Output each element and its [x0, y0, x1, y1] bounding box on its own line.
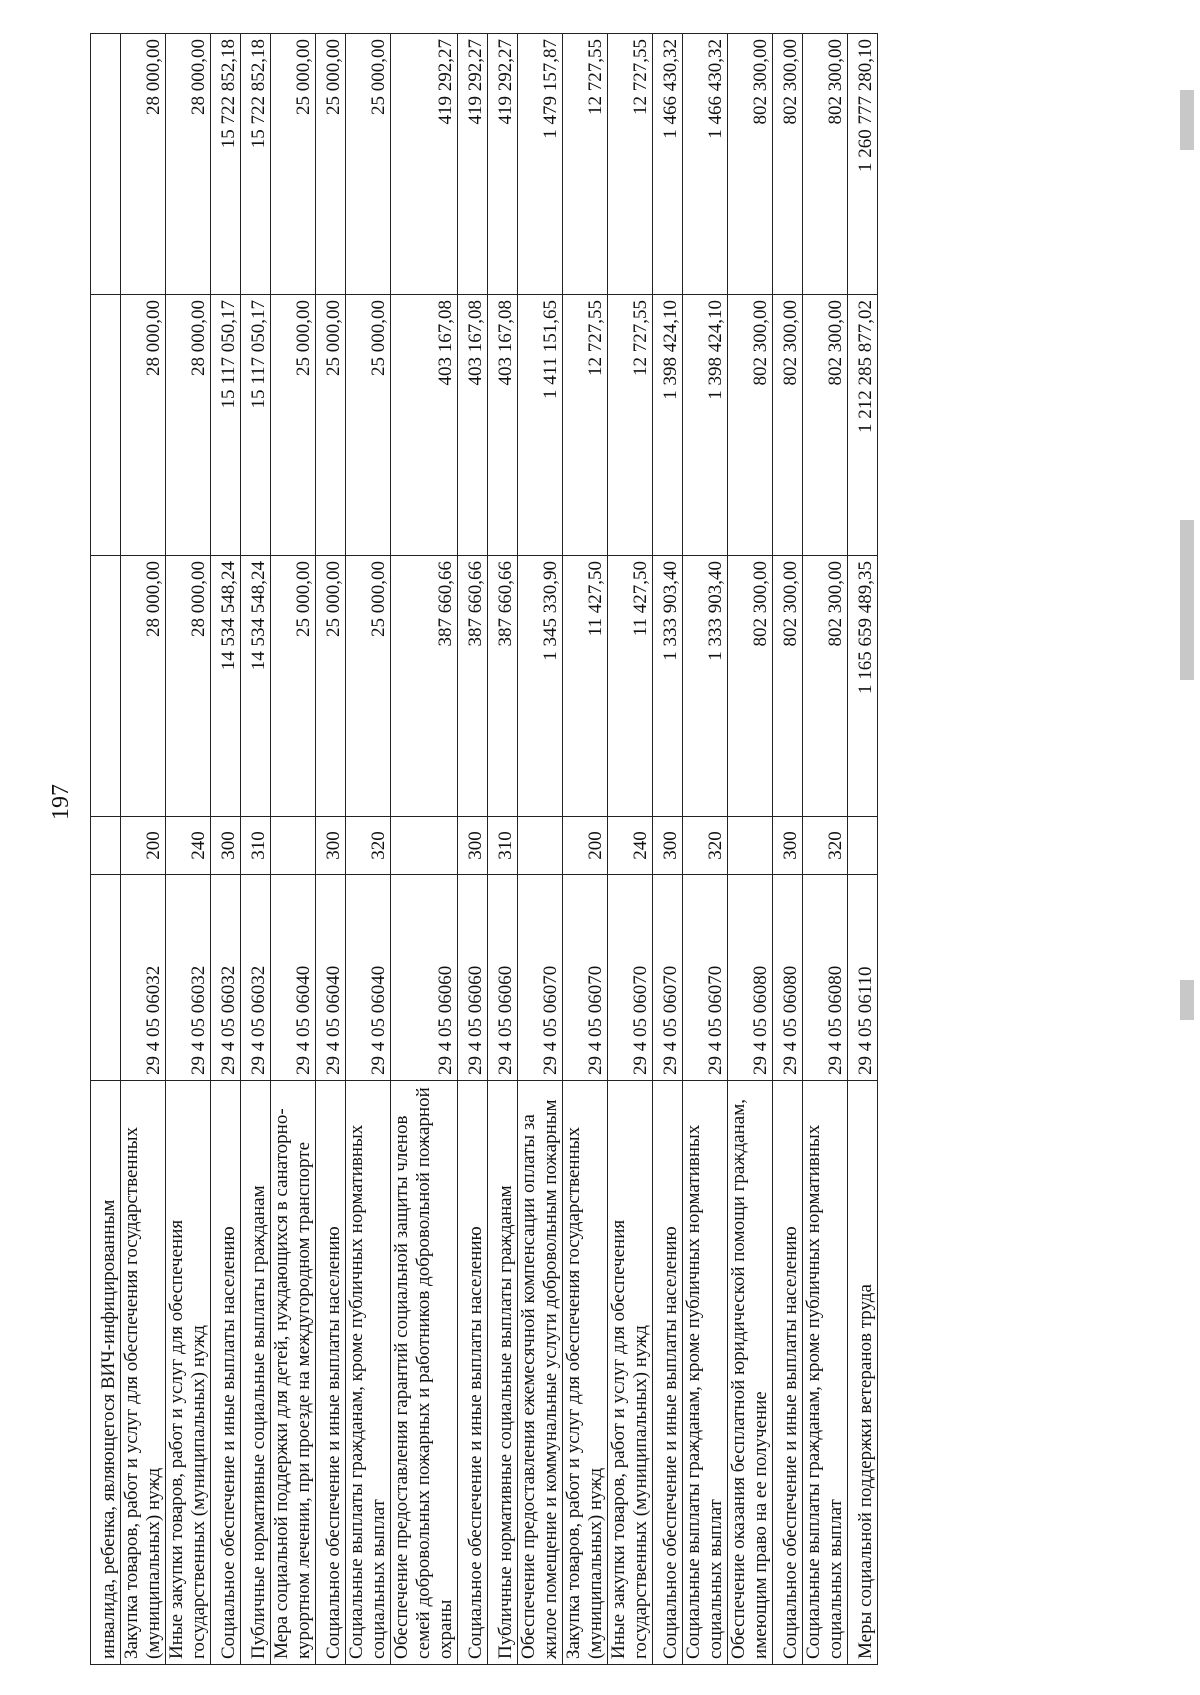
table-row [316, 34, 346, 1665]
cell-amount-3: 12 727,55 [563, 34, 608, 295]
cell-amount-3: 802 300,00 [773, 34, 803, 295]
table-row [121, 34, 166, 1665]
cell-amount-2: 25 000,00 [271, 295, 316, 556]
cell-expense-type: 200 [121, 817, 166, 875]
cell-name: Социальное обеспечение и иные выплаты населению [211, 1081, 241, 1665]
cell-expense-type: 300 [653, 817, 683, 875]
table-row [211, 34, 241, 1665]
cell-amount-2: 15 117 050,17 [211, 295, 241, 556]
cell-amount-3: 15 722 852,18 [241, 34, 271, 295]
table-row [391, 34, 458, 1665]
cell-expense-type [271, 817, 316, 875]
cell-target-code: 29 4 05 06040 [271, 875, 316, 1081]
cell-name: Обеспечение предоставления гарантий социальной защиты членов семей добровольных пожарных и работников добровольной пожарной охраны [391, 1081, 458, 1665]
cell-target-code: 29 4 05 06080 [803, 875, 848, 1081]
cell-amount-2: 28 000,00 [166, 295, 211, 556]
cell-amount-2: 15 117 050,17 [241, 295, 271, 556]
table-row [653, 34, 683, 1665]
cell-amount-3: 15 722 852,18 [211, 34, 241, 295]
cell-amount-2: 403 167,08 [458, 295, 488, 556]
cell-name: инвалида, ребенка, являющегося ВИЧ-инфицированным [91, 1081, 121, 1665]
cell-amount-1: 387 660,66 [391, 556, 458, 817]
cell-amount-1: 14 534 548,24 [211, 556, 241, 817]
cell-amount-1: 802 300,00 [728, 556, 773, 817]
cell-amount-1: 11 427,50 [563, 556, 608, 817]
table-row [773, 34, 803, 1665]
cell-amount-3: 25 000,00 [316, 34, 346, 295]
cell-target-code: 29 4 05 06032 [241, 875, 271, 1081]
cell-name: Социальные выплаты гражданам, кроме публичных нормативных социальных выплат [346, 1081, 391, 1665]
cell-amount-1: 28 000,00 [121, 556, 166, 817]
cell-target-code [91, 875, 121, 1081]
cell-target-code: 29 4 05 06060 [458, 875, 488, 1081]
cell-amount-3: 1 260 777 280,10 [848, 34, 878, 295]
cell-amount-3: 419 292,27 [488, 34, 518, 295]
cell-expense-type [728, 817, 773, 875]
cell-amount-3 [91, 34, 121, 295]
table-row [488, 34, 518, 1665]
cell-amount-3: 25 000,00 [346, 34, 391, 295]
budget-table-container [90, 39, 1042, 1665]
cell-amount-2: 1 398 424,10 [653, 295, 683, 556]
cell-expense-type: 300 [211, 817, 241, 875]
cell-amount-1: 28 000,00 [166, 556, 211, 817]
cell-expense-type: 300 [458, 817, 488, 875]
table-row [683, 34, 728, 1665]
table-row [608, 34, 653, 1665]
cell-expense-type: 240 [166, 817, 211, 875]
cell-target-code: 29 4 05 06060 [488, 875, 518, 1081]
cell-amount-3: 802 300,00 [728, 34, 773, 295]
table-row [346, 34, 391, 1665]
cell-amount-2: 12 727,55 [608, 295, 653, 556]
cell-target-code: 29 4 05 06110 [848, 875, 878, 1081]
table-row [848, 34, 878, 1665]
page-number: 197 [48, 784, 74, 820]
table-row [91, 34, 121, 1665]
cell-amount-1: 1 345 330,90 [518, 556, 563, 817]
cell-amount-3: 802 300,00 [803, 34, 848, 295]
cell-expense-type: 300 [316, 817, 346, 875]
cell-name: Социальное обеспечение и иные выплаты населению [316, 1081, 346, 1665]
cell-expense-type: 310 [488, 817, 518, 875]
cell-amount-3: 28 000,00 [166, 34, 211, 295]
cell-amount-1: 802 300,00 [773, 556, 803, 817]
cell-amount-2: 802 300,00 [728, 295, 773, 556]
cell-expense-type: 320 [803, 817, 848, 875]
cell-name: Закупка товаров, работ и услуг для обеспечения государственных (муниципальных) нужд [121, 1081, 166, 1665]
cell-name: Мера социальной поддержки для детей, нуждающихся в санаторно-курортном лечении, при проезде на междугородном транспорте [271, 1081, 316, 1665]
table-row [803, 34, 848, 1665]
cell-amount-3: 25 000,00 [271, 34, 316, 295]
cell-amount-1: 25 000,00 [316, 556, 346, 817]
cell-amount-1: 25 000,00 [346, 556, 391, 817]
cell-amount-2 [91, 295, 121, 556]
cell-name: Меры социальной поддержки ветеранов труда [848, 1081, 878, 1665]
cell-amount-1: 1 333 903,40 [683, 556, 728, 817]
cell-expense-type: 240 [608, 817, 653, 875]
cell-amount-3: 419 292,27 [391, 34, 458, 295]
cell-amount-2: 1 212 285 877,02 [848, 295, 878, 556]
cell-target-code: 29 4 05 06070 [563, 875, 608, 1081]
cell-amount-3: 419 292,27 [458, 34, 488, 295]
cell-amount-2: 25 000,00 [346, 295, 391, 556]
cell-name: Социальное обеспечение и иные выплаты населению [653, 1081, 683, 1665]
cell-target-code: 29 4 05 06070 [608, 875, 653, 1081]
cell-amount-1: 1 165 659 489,35 [848, 556, 878, 817]
cell-target-code: 29 4 05 06080 [728, 875, 773, 1081]
table-row [241, 34, 271, 1665]
cell-expense-type [518, 817, 563, 875]
cell-name: Обеспечение оказания бесплатной юридической помощи гражданам, имеющим право на ее получение [728, 1081, 773, 1665]
cell-amount-3: 1 466 430,32 [683, 34, 728, 295]
cell-target-code: 29 4 05 06080 [773, 875, 803, 1081]
cell-amount-2: 28 000,00 [121, 295, 166, 556]
cell-amount-2: 25 000,00 [316, 295, 346, 556]
table-row [458, 34, 488, 1665]
cell-amount-2: 403 167,08 [488, 295, 518, 556]
cell-name: Социальное обеспечение и иные выплаты населению [458, 1081, 488, 1665]
cell-amount-3: 1 466 430,32 [653, 34, 683, 295]
cell-name: Обеспечение предоставления ежемесячной компенсации оплаты за жилое помещение и коммунальные услуги добровольным пожарным [518, 1081, 563, 1665]
cell-amount-1: 802 300,00 [803, 556, 848, 817]
scan-artifact [1180, 520, 1194, 680]
cell-expense-type [391, 817, 458, 875]
cell-expense-type: 300 [773, 817, 803, 875]
cell-amount-2: 12 727,55 [563, 295, 608, 556]
cell-expense-type [848, 817, 878, 875]
cell-amount-2: 802 300,00 [803, 295, 848, 556]
cell-amount-3: 28 000,00 [121, 34, 166, 295]
cell-expense-type: 320 [346, 817, 391, 875]
cell-name: Социальные выплаты гражданам, кроме публичных нормативных социальных выплат [803, 1081, 848, 1665]
cell-name: Закупка товаров, работ и услуг для обеспечения государственных (муниципальных) нужд [563, 1081, 608, 1665]
cell-expense-type: 200 [563, 817, 608, 875]
table-row [271, 34, 316, 1665]
cell-expense-type [91, 817, 121, 875]
cell-amount-1: 14 534 548,24 [241, 556, 271, 817]
cell-target-code: 29 4 05 06040 [346, 875, 391, 1081]
scan-artifact [1180, 980, 1194, 1020]
cell-name: Иные закупки товаров, работ и услуг для обеспечения государственных (муниципальных) нужд [166, 1081, 211, 1665]
cell-amount-2: 1 411 151,65 [518, 295, 563, 556]
cell-amount-1 [91, 556, 121, 817]
cell-amount-1: 1 333 903,40 [653, 556, 683, 817]
table-row [166, 34, 211, 1665]
cell-target-code: 29 4 05 06040 [316, 875, 346, 1081]
budget-table [90, 33, 878, 1665]
cell-target-code: 29 4 05 06032 [166, 875, 211, 1081]
table-row [518, 34, 563, 1665]
cell-amount-1: 387 660,66 [488, 556, 518, 817]
cell-amount-3: 12 727,55 [608, 34, 653, 295]
cell-target-code: 29 4 05 06032 [121, 875, 166, 1081]
cell-amount-2: 1 398 424,10 [683, 295, 728, 556]
cell-target-code: 29 4 05 06060 [391, 875, 458, 1081]
cell-amount-1: 387 660,66 [458, 556, 488, 817]
cell-amount-2: 403 167,08 [391, 295, 458, 556]
cell-amount-2: 802 300,00 [773, 295, 803, 556]
cell-name: Публичные нормативные социальные выплаты гражданам [241, 1081, 271, 1665]
cell-target-code: 29 4 05 06032 [211, 875, 241, 1081]
cell-amount-1: 25 000,00 [271, 556, 316, 817]
cell-amount-1: 11 427,50 [608, 556, 653, 817]
table-row [563, 34, 608, 1665]
cell-name: Социальные выплаты гражданам, кроме публичных нормативных социальных выплат [683, 1081, 728, 1665]
cell-target-code: 29 4 05 06070 [683, 875, 728, 1081]
scan-artifact [1180, 90, 1194, 150]
cell-name: Иные закупки товаров, работ и услуг для обеспечения государственных (муниципальных) нужд [608, 1081, 653, 1665]
cell-name: Публичные нормативные социальные выплаты гражданам [488, 1081, 518, 1665]
table-row [728, 34, 773, 1665]
cell-target-code: 29 4 05 06070 [653, 875, 683, 1081]
cell-expense-type: 310 [241, 817, 271, 875]
cell-amount-3: 1 479 157,87 [518, 34, 563, 295]
cell-name: Социальное обеспечение и иные выплаты населению [773, 1081, 803, 1665]
cell-expense-type: 320 [683, 817, 728, 875]
cell-target-code: 29 4 05 06070 [518, 875, 563, 1081]
